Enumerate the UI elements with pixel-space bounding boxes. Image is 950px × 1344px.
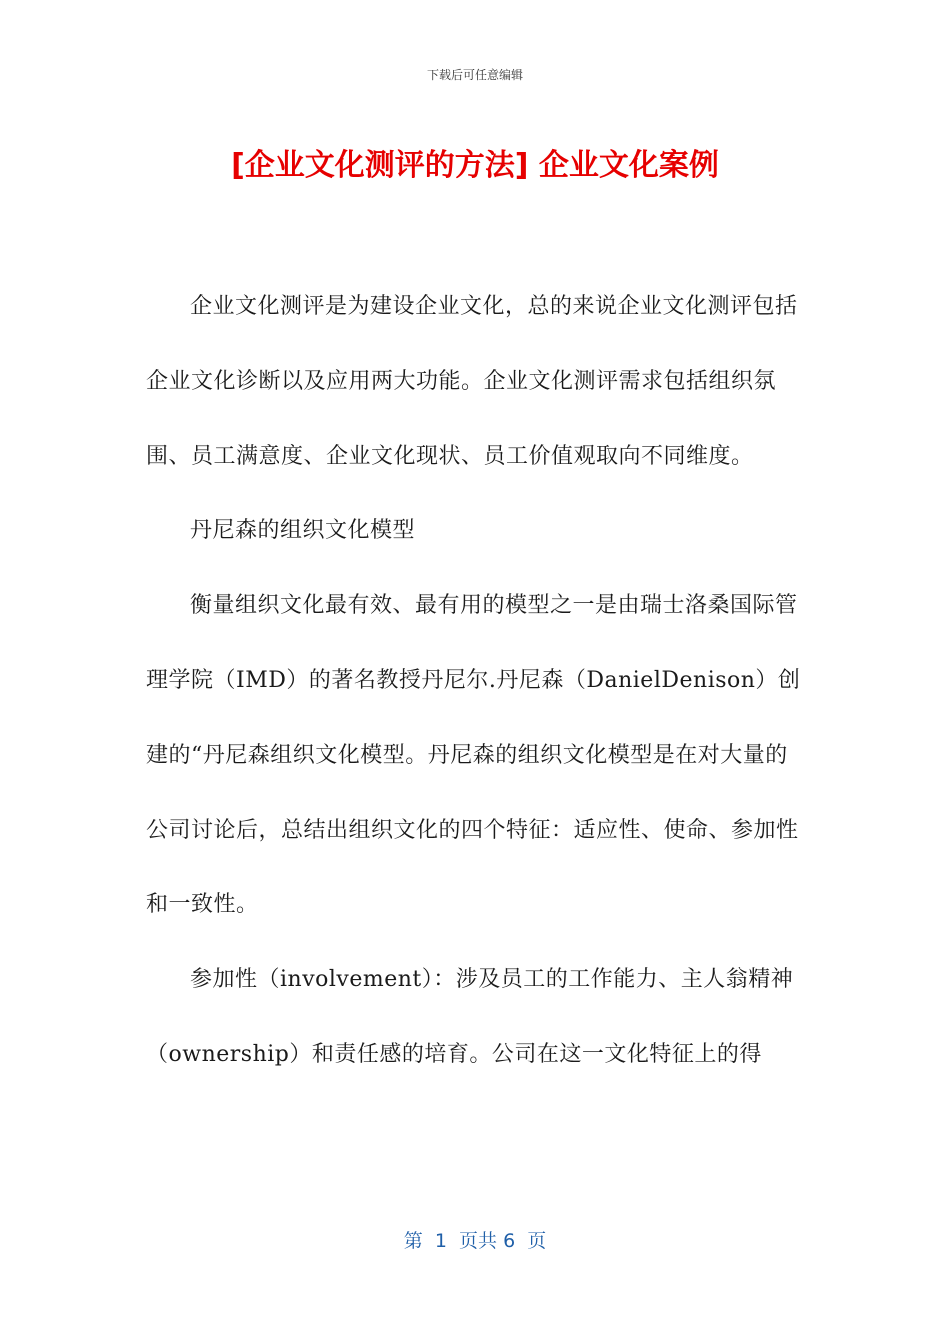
footer-page-number: 1 xyxy=(434,1230,447,1252)
header-note: 下载后可任意编辑 xyxy=(426,68,523,82)
page-footer xyxy=(0,1226,950,1253)
footer-label-of: 页共 xyxy=(459,1230,498,1252)
paragraph-heading-denison-model: 丹尼森的组织文化模型 xyxy=(190,518,416,544)
footer-label-page: 第 xyxy=(403,1230,423,1252)
document-body xyxy=(146,270,806,1093)
page-title: [企业文化测评的方法] 企业文化案例 xyxy=(231,148,719,183)
footer-label-end: 页 xyxy=(527,1230,547,1252)
paragraph-denison-description: 衡量组织文化最有效、最有用的模型之一是由瑞士洛桑国际管理学院（IMD）的著名教授丹尼尔.丹尼森（DanielDenison）创建的“丹尼森组织文化模型。丹尼森的组织文化模型是在对大量的公司讨论后，总结出组织文化的四个特征：适应性、使命、参加性和一致性。 xyxy=(146,593,801,918)
paragraph-intro: 企业文化测评是为建设企业文化，总的来说企业文化测评包括企业文化诊断以及应用两大功能。企业文化测评需求包括组织氛围、员工满意度、企业文化现状、员工价值观取向不同维度。 xyxy=(146,294,798,469)
paragraph-involvement: 参加性（involvement）：涉及员工的工作能力、主人翁精神（ownership）和责任感的培育。公司在这一文化特征上的得 xyxy=(146,967,794,1067)
footer-total-pages: 6 xyxy=(503,1230,516,1252)
